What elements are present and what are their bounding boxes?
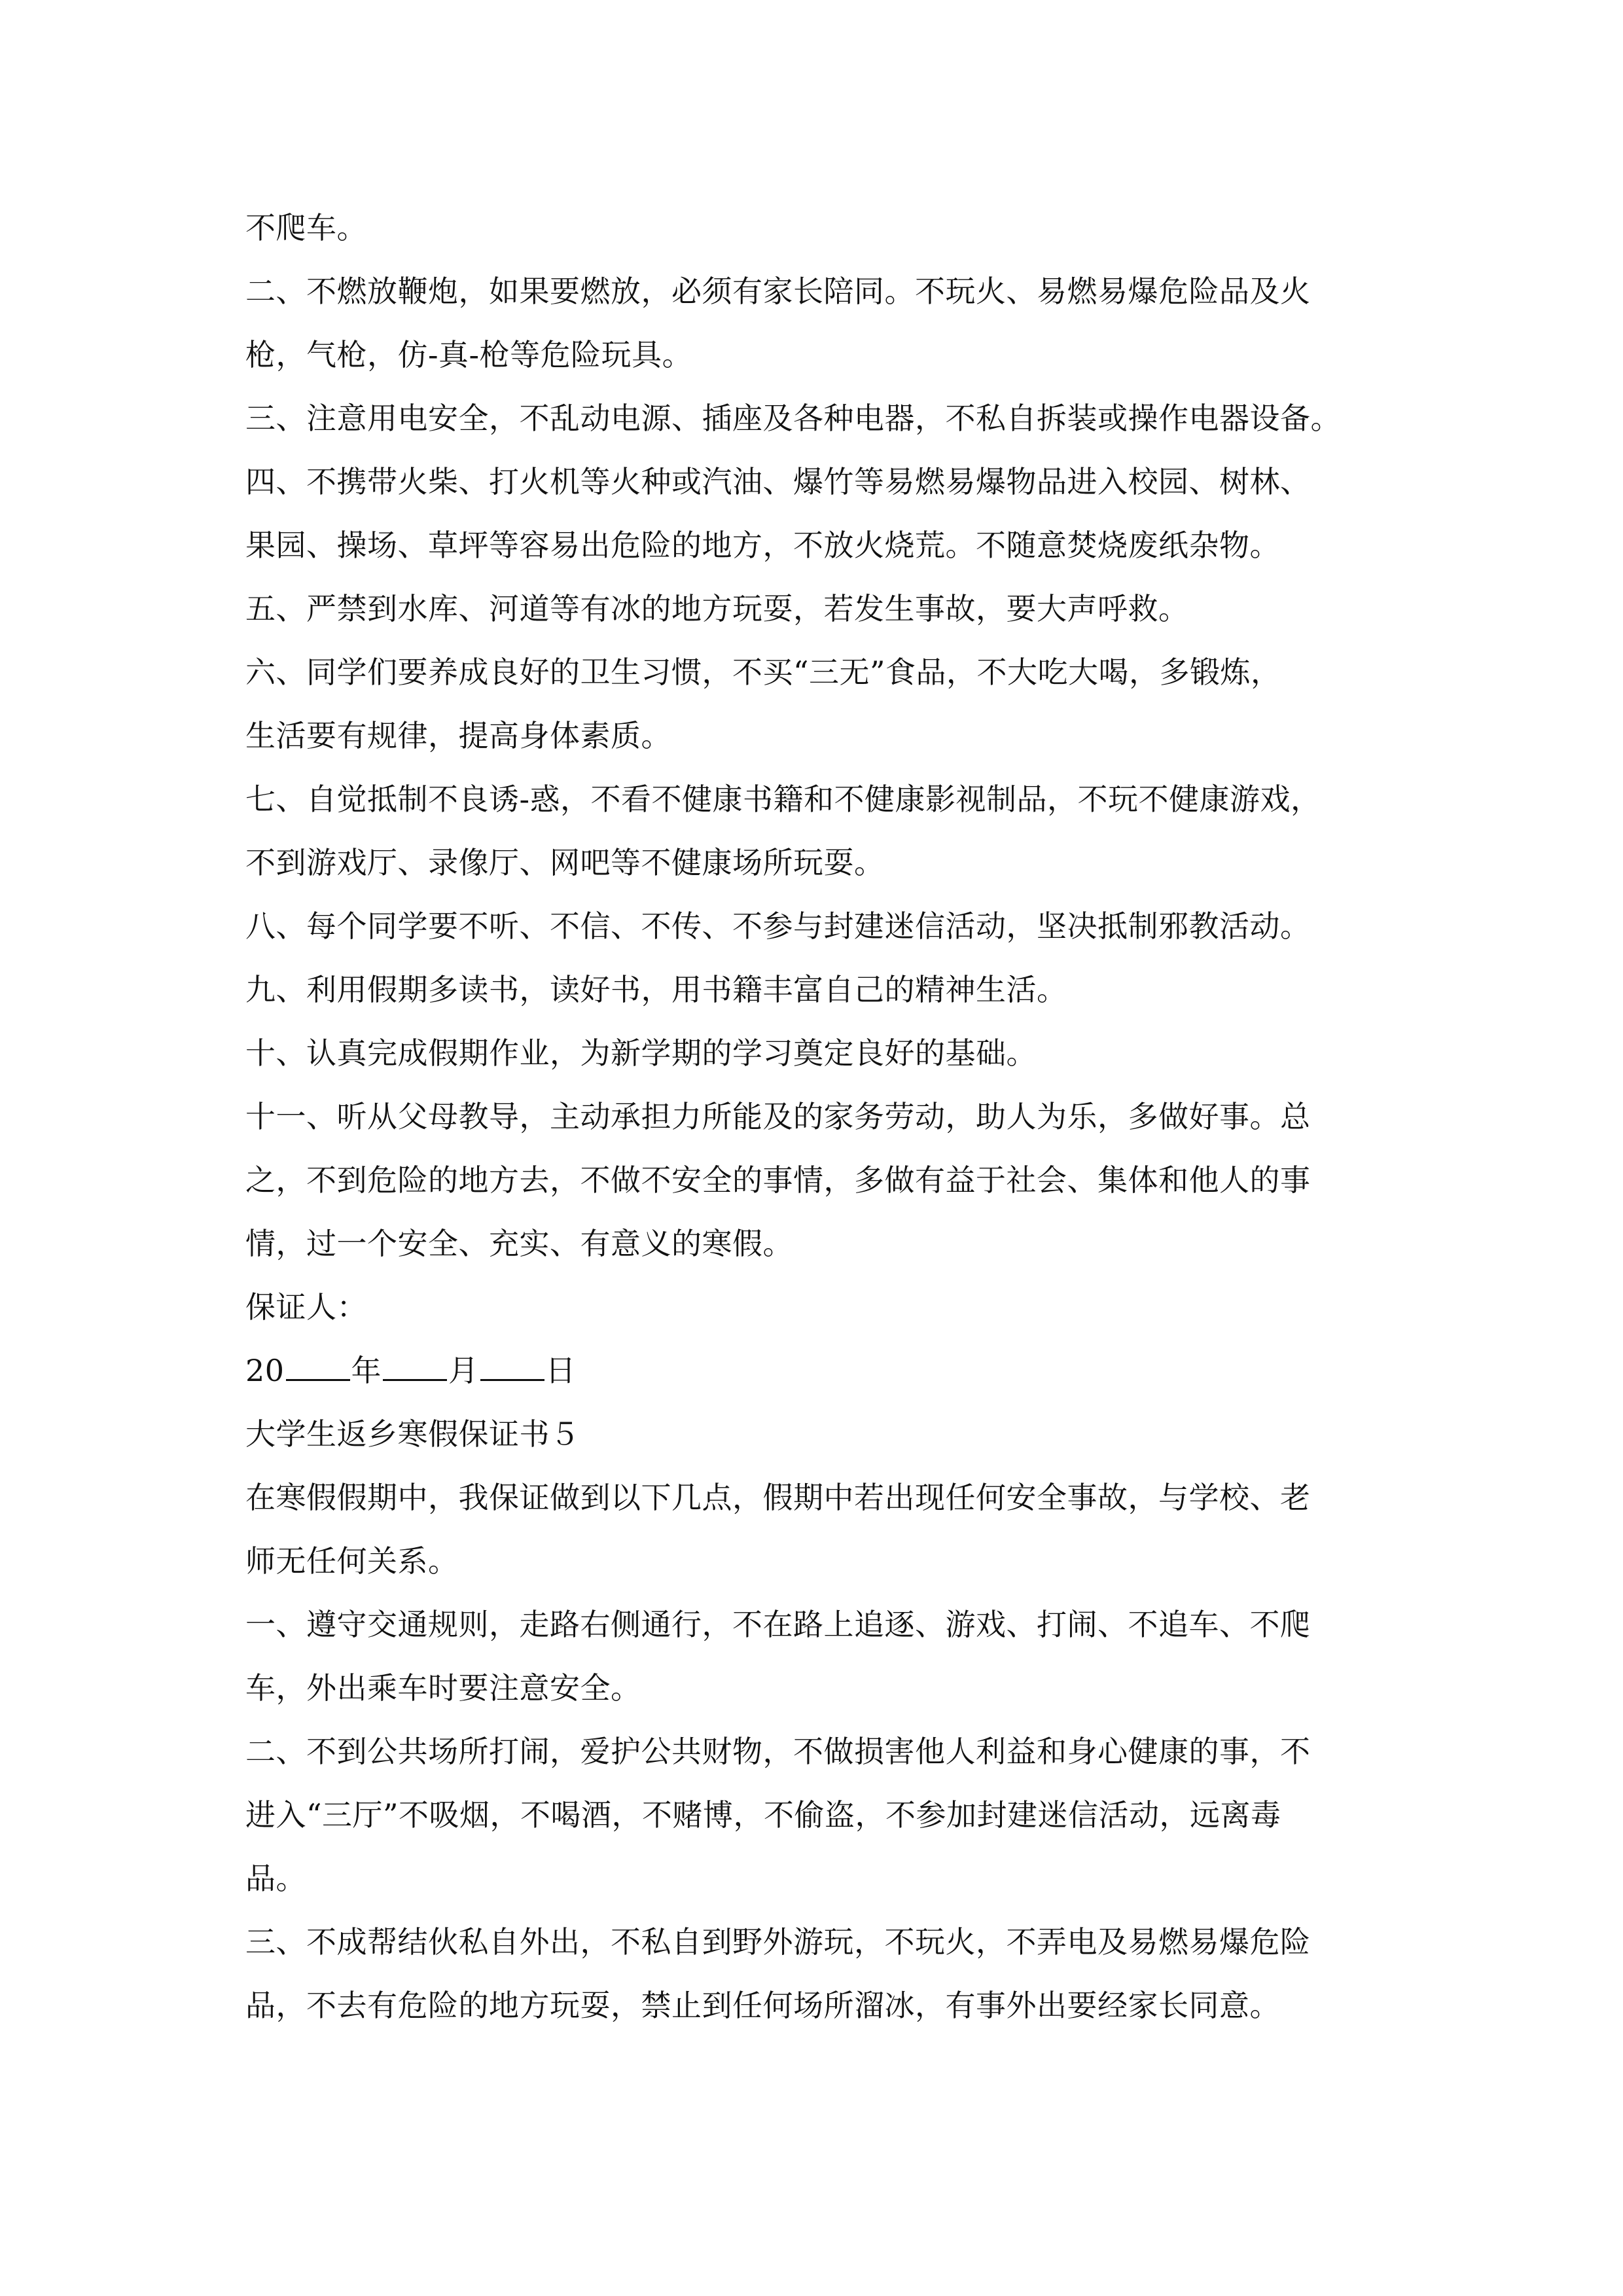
- text-line: 枪，气枪，仿-真-枪等危险玩具。: [245, 337, 693, 372]
- text-line: 品，不去有危险的地方玩耍，禁止到任何场所溜冰，有事外出要经家长同意。: [245, 1988, 1280, 2023]
- date-day-label: 日: [545, 1353, 577, 1388]
- guarantor-label: 保证人：: [245, 1289, 367, 1325]
- text-line: 师无任何关系。: [245, 1543, 459, 1579]
- text-line: 九、利用假期多读书，读好书，用书籍丰富自己的精神生活。: [245, 972, 1067, 1007]
- text-line: 三、不成帮结伙私自外出，不私自到野外游玩，不玩火，不弄电及易燃易爆危险: [245, 1924, 1311, 1960]
- document-page: [245, 196, 1397, 2037]
- text-line: 二、不到公共场所打闹，爱护公共财物，不做损害他人利益和身心健康的事，不: [245, 1734, 1311, 1769]
- date-prefix: 20: [245, 1353, 285, 1388]
- text-line: 车，外出乘车时要注意安全。: [245, 1670, 641, 1706]
- month-blank: [383, 1353, 447, 1381]
- date-line: [245, 1339, 1397, 1403]
- text-line: 一、遵守交通规则，走路右侧通行，不在路上追逐、游戏、打闹、不追车、不爬: [245, 1607, 1311, 1642]
- text-line: 六、同学们要养成良好的卫生习惯，不买“三无”食品，不大吃大喝，多锻炼，: [245, 655, 1281, 690]
- text-line: 三、注意用电安全，不乱动电源、插座及各种电器，不私自拆装或操作电器设备。: [245, 401, 1341, 436]
- text-line: 生活要有规律，提高身体素质。: [245, 718, 671, 753]
- text-line: 五、严禁到水库、河道等有冰的地方玩耍，若发生事故，要大声呼救。: [245, 591, 1189, 626]
- text-line: 十一、听从父母教导，主动承担力所能及的家务劳动，助人为乐，多做好事。总: [245, 1099, 1311, 1134]
- section-title: 大学生返乡寒假保证书５: [245, 1416, 580, 1452]
- text-line: 不爬车。: [245, 210, 367, 245]
- date-month-label: 月: [448, 1353, 479, 1388]
- text-line: 进入“三厅”不吸烟，不喝酒，不赌博，不偷盗，不参加封建迷信活动，远离毒: [245, 1797, 1281, 1833]
- text-line: 七、自觉抵制不良诱-惑，不看不健康书籍和不健康影视制品，不玩不健康游戏，: [245, 781, 1321, 817]
- day-blank: [480, 1353, 544, 1381]
- date-year-label: 年: [351, 1353, 382, 1388]
- text-line: 二、不燃放鞭炮，如果要燃放，必须有家长陪同。不玩火、易燃易爆危险品及火: [245, 274, 1311, 309]
- text-line: 十、认真完成假期作业，为新学期的学习奠定良好的基础。: [245, 1035, 1037, 1071]
- text-line: 果园、操场、草坪等容易出危险的地方，不放火烧荒。不随意焚烧废纸杂物。: [245, 528, 1280, 563]
- text-line: 品。: [245, 1861, 306, 1896]
- text-line: 情，过一个安全、充实、有意义的寒假。: [245, 1226, 793, 1261]
- text-line: 八、每个同学要不听、不信、不传、不参与封建迷信活动，坚决抵制邪教活动。: [245, 908, 1311, 944]
- year-blank: [286, 1353, 350, 1381]
- text-line: 四、不携带火柴、打火机等火种或汽油、爆竹等易燃易爆物品进入校园、树林、: [245, 464, 1311, 499]
- text-line: 之，不到危险的地方去，不做不安全的事情，多做有益于社会、集体和他人的事: [245, 1162, 1311, 1198]
- text-line: 不到游戏厅、录像厅、网吧等不健康场所玩耍。: [245, 845, 885, 880]
- text-line: 在寒假假期中，我保证做到以下几点，假期中若出现任何安全事故，与学校、老: [245, 1480, 1311, 1515]
